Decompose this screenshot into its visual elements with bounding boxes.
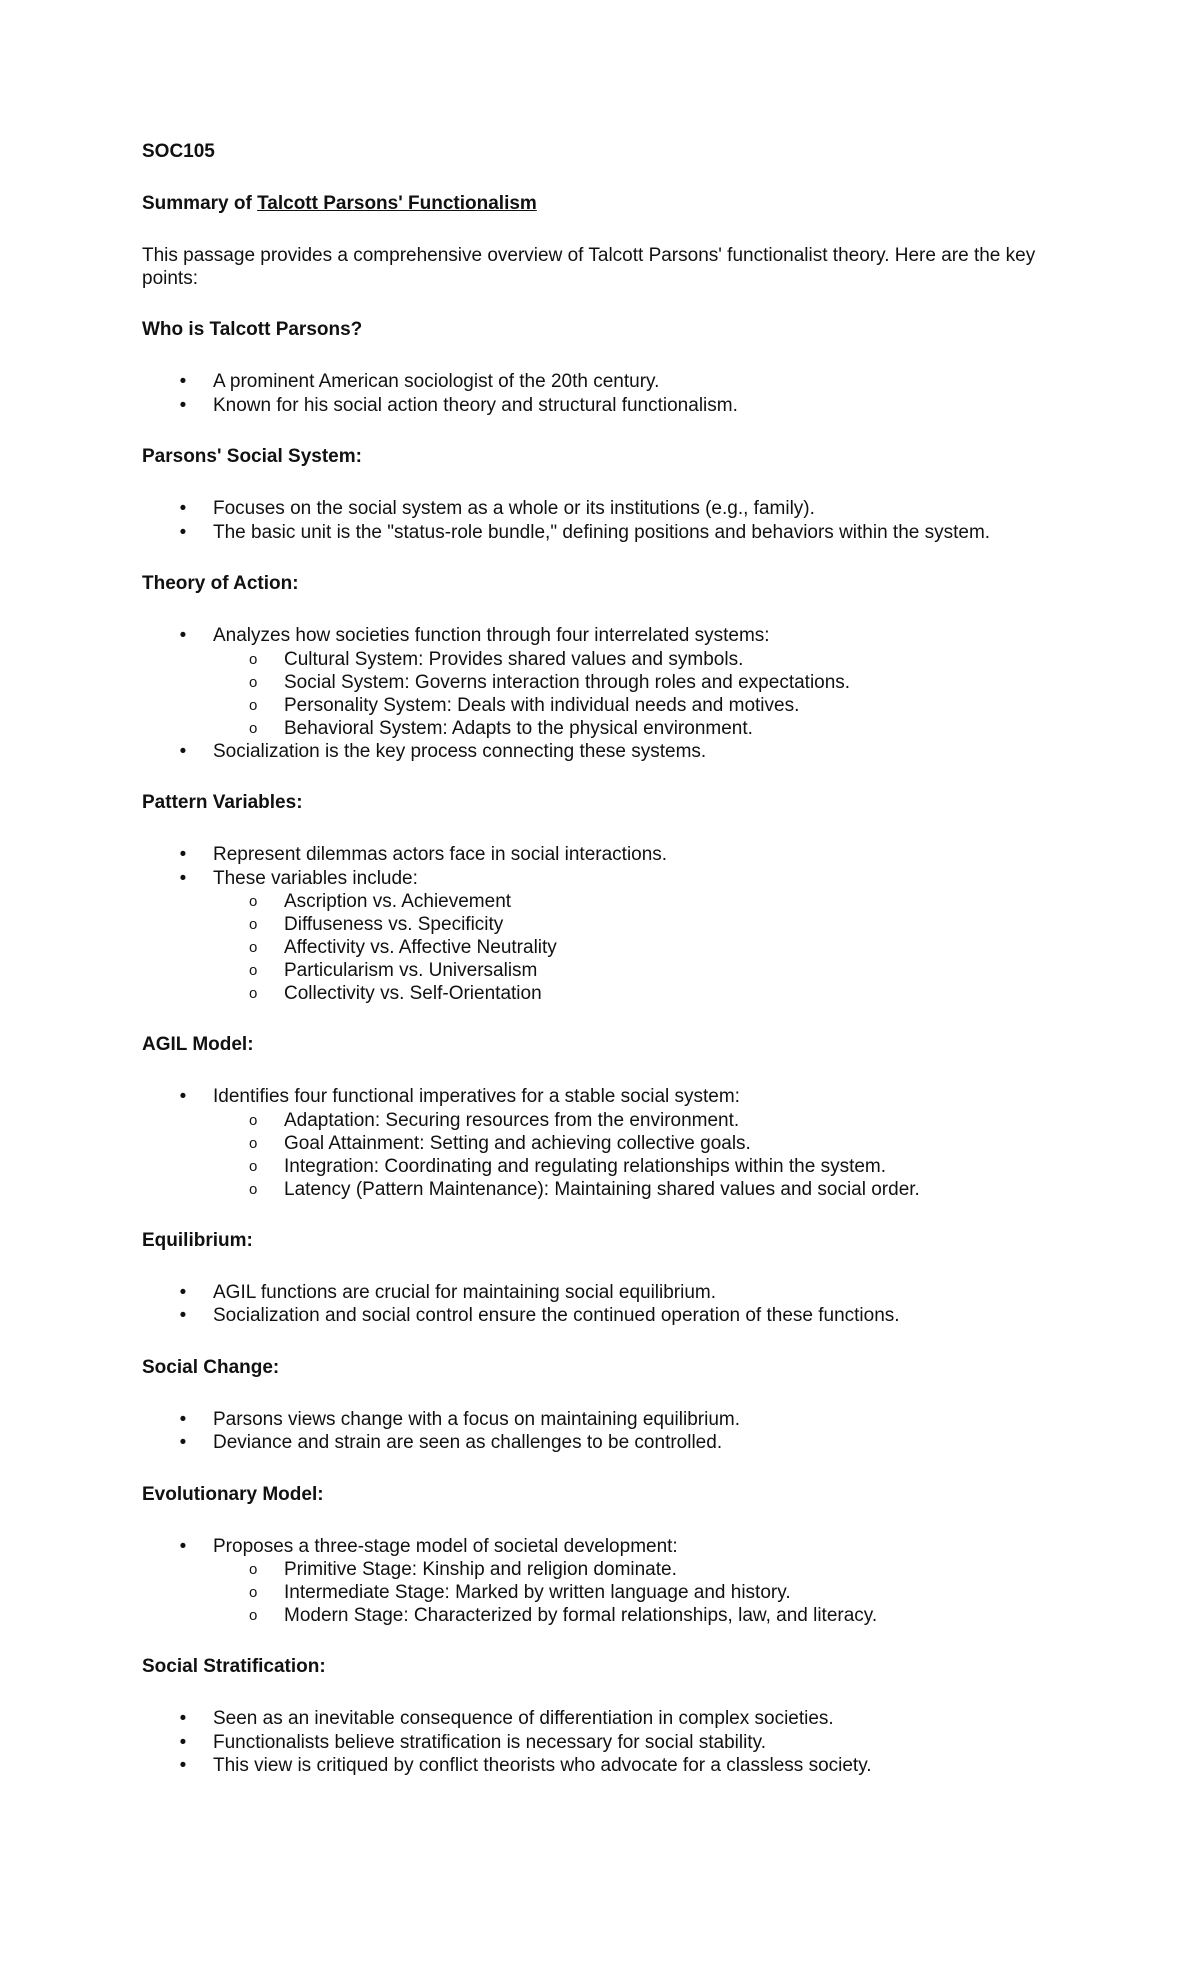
sub-list-item: [213, 982, 1082, 1005]
sub-bullet-list: [213, 1109, 1082, 1201]
list-item: [142, 1535, 1082, 1628]
sub-bullet-icon: o: [249, 1607, 258, 1624]
sub-list-item-text: Ascription vs. Achievement: [284, 891, 512, 912]
list-item-text: AGIL functions are crucial for maintaining social equilibrium.: [213, 1281, 717, 1303]
course-code: SOC105: [142, 141, 215, 162]
section-heading: Parsons' Social System:: [142, 446, 362, 467]
list-item: [142, 740, 1082, 764]
bullet-list: [142, 1707, 1082, 1778]
sub-bullet-icon: o: [249, 1561, 258, 1578]
sub-list-item: [213, 694, 1082, 717]
sub-bullet-list: [213, 890, 1082, 1005]
sub-list-item-text: Integration: Coordinating and regulating relationships within the system.: [284, 1155, 887, 1177]
sub-list-item-text: Primitive Stage: Kinship and religion dominate.: [284, 1559, 677, 1580]
sub-list-item: [213, 1109, 1082, 1132]
sub-bullet-icon: o: [249, 1584, 258, 1601]
sub-list-item: [213, 717, 1082, 740]
sub-list-item-text: Goal Attainment: Setting and achieving collective goals.: [284, 1132, 751, 1154]
document-page: [142, 140, 1082, 1806]
bullet-icon: •: [179, 867, 187, 889]
bullet-icon: •: [179, 498, 187, 519]
bullet-list: [142, 843, 1082, 1005]
sub-list-item: [213, 1581, 1082, 1604]
bullet-list: [142, 1281, 1082, 1328]
bullet-icon: •: [179, 740, 187, 762]
sub-list-item-text: Collectivity vs. Self-Orientation: [284, 983, 542, 1004]
sub-list-item-text: Intermediate Stage: Marked by written language and history.: [284, 1582, 791, 1603]
bullet-list: [142, 370, 1082, 417]
sub-list-item: [213, 1178, 1082, 1201]
bullet-list: [142, 497, 1082, 544]
list-item-text: Socialization and social control ensure the continued operation of these functions.: [213, 1305, 900, 1326]
sub-bullet-icon: o: [249, 650, 258, 668]
title-prefix: Summary of: [142, 193, 258, 214]
list-item-text: This view is critiqued by conflict theorists who advocate for a classless society.: [213, 1755, 872, 1776]
bullet-icon: •: [179, 521, 187, 543]
list-item: [142, 1431, 1082, 1455]
document-title: [142, 192, 1082, 216]
list-item: [142, 1281, 1082, 1305]
bullet-icon: •: [179, 1731, 187, 1753]
bullet-icon: •: [179, 394, 187, 416]
list-item: [142, 370, 1082, 394]
section-heading: Equilibrium:: [142, 1229, 253, 1251]
bullet-icon: •: [179, 1305, 187, 1326]
section-heading: Evolutionary Model:: [142, 1483, 324, 1505]
list-item: [142, 521, 1082, 545]
bullet-icon: •: [179, 1755, 187, 1776]
bullet-icon: •: [179, 1708, 187, 1729]
sub-bullet-icon: o: [249, 1134, 258, 1152]
list-item-text: These variables include:: [213, 867, 418, 889]
list-item: [142, 867, 1082, 1006]
bullet-list: [142, 1535, 1082, 1628]
list-item-text: Seen as an inevitable consequence of differentiation in complex societies.: [213, 1708, 834, 1729]
list-item-text: The basic unit is the "status-role bundle," defining positions and behaviors within the system.: [213, 521, 991, 543]
sub-list-item-text: Personality System: Deals with individual needs and motives.: [284, 694, 800, 716]
list-item-text: Proposes a three-stage model of societal development:: [213, 1535, 678, 1557]
list-item: [142, 394, 1082, 418]
sub-bullet-icon: o: [249, 985, 258, 1002]
intro-paragraph: This passage provides a comprehensive overview of Talcott Parsons' functionalist theory. Here are the key points:: [142, 245, 1036, 289]
bullet-icon: •: [179, 1535, 187, 1557]
sub-list-item: [213, 936, 1082, 959]
sub-list-item-text: Adaptation: Securing resources from the environment.: [284, 1109, 740, 1131]
list-item: [142, 843, 1082, 867]
sub-list-item-text: Behavioral System: Adapts to the physical environment.: [284, 717, 753, 739]
section-heading: Theory of Action:: [142, 573, 299, 594]
sub-list-item-text: Diffuseness vs. Specificity: [284, 914, 504, 935]
bullet-icon: •: [179, 371, 187, 392]
list-item-text: Deviance and strain are seen as challenges to be controlled.: [213, 1432, 723, 1453]
section-heading: Social Stratification:: [142, 1656, 326, 1677]
title-topic-link[interactable]: Talcott Parsons' Functionalism: [257, 193, 537, 214]
bullet-icon: •: [179, 1408, 187, 1430]
bullet-icon: •: [179, 844, 187, 865]
list-item: [142, 497, 1082, 521]
list-item-text: Socialization is the key process connecting these systems.: [213, 740, 707, 762]
list-item: [142, 1085, 1082, 1201]
sub-bullet-list: [213, 648, 1082, 740]
sub-bullet-icon: o: [249, 1111, 258, 1129]
bullet-list: [142, 1408, 1082, 1455]
sub-list-item: [213, 1604, 1082, 1627]
section-heading: Pattern Variables:: [142, 792, 303, 813]
sub-list-item: [213, 1132, 1082, 1155]
list-item: [142, 1707, 1082, 1731]
list-item-text: Parsons views change with a focus on maintaining equilibrium.: [213, 1408, 740, 1430]
list-item: [142, 624, 1082, 740]
list-item-text: Functionalists believe stratification is necessary for social stability.: [213, 1731, 766, 1753]
sub-bullet-icon: o: [249, 939, 258, 956]
sub-list-item: [213, 890, 1082, 913]
sub-bullet-icon: o: [249, 719, 258, 737]
sub-bullet-list: [213, 1558, 1082, 1627]
bullet-icon: •: [179, 625, 187, 646]
sub-bullet-icon: o: [249, 962, 258, 979]
sub-list-item: [213, 913, 1082, 936]
sections-container: [142, 318, 1082, 1778]
bullet-icon: •: [179, 1432, 187, 1453]
sub-bullet-icon: o: [249, 893, 258, 910]
sub-list-item-text: Particularism vs. Universalism: [284, 960, 538, 981]
list-item: [142, 1304, 1082, 1328]
sub-bullet-icon: o: [249, 1180, 258, 1198]
list-item-text: Analyzes how societies function through four interrelated systems:: [213, 625, 770, 646]
list-item-text: Focuses on the social system as a whole or its institutions (e.g., family).: [213, 498, 815, 519]
sub-list-item: [213, 959, 1082, 982]
sub-list-item-text: Latency (Pattern Maintenance): Maintaining shared values and social order.: [284, 1178, 920, 1200]
sub-list-item-text: Social System: Governs interaction through roles and expectations.: [284, 671, 851, 693]
bullet-icon: •: [179, 1281, 187, 1303]
list-item: [142, 1754, 1082, 1778]
list-item-text: Represent dilemmas actors face in social interactions.: [213, 844, 668, 865]
bullet-icon: •: [179, 1086, 187, 1107]
sub-list-item-text: Cultural System: Provides shared values and symbols.: [284, 648, 744, 670]
list-item-text: A prominent American sociologist of the 20th century.: [213, 371, 660, 392]
list-item-text: Identifies four functional imperatives for a stable social system:: [213, 1086, 740, 1107]
sub-bullet-icon: o: [249, 916, 258, 933]
section-heading: AGIL Model:: [142, 1034, 254, 1055]
list-item: [142, 1408, 1082, 1432]
sub-bullet-icon: o: [249, 696, 258, 714]
sub-bullet-icon: o: [249, 673, 258, 691]
list-item: [142, 1731, 1082, 1755]
sub-list-item: [213, 648, 1082, 671]
list-item-text: Known for his social action theory and structural functionalism.: [213, 394, 738, 416]
sub-list-item-text: Affectivity vs. Affective Neutrality: [284, 937, 557, 958]
section-heading: Who is Talcott Parsons?: [142, 319, 363, 340]
sub-bullet-icon: o: [249, 1157, 258, 1175]
sub-list-item-text: Modern Stage: Characterized by formal relationships, law, and literacy.: [284, 1605, 878, 1626]
section-heading: Social Change:: [142, 1356, 280, 1378]
sub-list-item: [213, 671, 1082, 694]
bullet-list: [142, 1085, 1082, 1201]
sub-list-item: [213, 1155, 1082, 1178]
bullet-list: [142, 624, 1082, 763]
sub-list-item: [213, 1558, 1082, 1581]
